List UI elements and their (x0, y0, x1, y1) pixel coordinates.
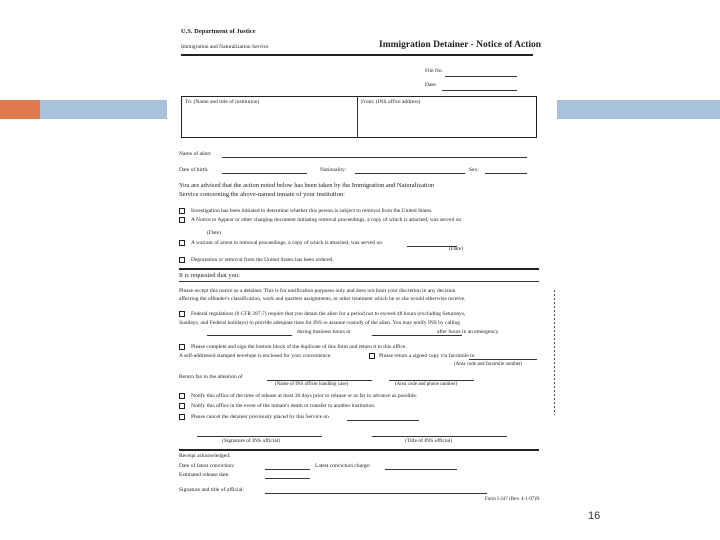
check-4-text: Deportation or removal from the United States has been ordered. (191, 257, 334, 263)
request-text-2: affecting the offender's classification, work and quarters assignments, or other treatment which he or she would otherwise receive. (179, 296, 466, 302)
section-rule (179, 268, 539, 270)
dob-label: Date of birth: (179, 167, 209, 173)
federal-reg-3: during business hours or (297, 329, 351, 335)
sex-line (485, 173, 527, 174)
est-release-label: Estimated release date: (179, 472, 230, 478)
accent-bar-blue-right (557, 100, 720, 119)
checkbox-notify-death[interactable] (179, 403, 185, 409)
federal-reg-2: Sundays, and Federal holidays) to provide adequate time for INS to assume custody of the alien. You may notify INS by calling (179, 320, 461, 326)
checkbox-removal-ordered[interactable] (179, 257, 185, 263)
copy-text-2: A self-addressed stamped envelope is enclosed for your convenience. (179, 353, 332, 359)
date-label: Date: (425, 82, 437, 88)
return-caption-1: (Name of INS officer handling case) (275, 382, 349, 387)
scan-edge-marks (554, 290, 555, 415)
detainer-form (167, 0, 557, 525)
to-from-divider (357, 96, 358, 138)
advised-text-2: Service concerning the above-named inmate of your institution: (179, 191, 345, 198)
signature-line (197, 436, 322, 437)
header-rule (181, 54, 533, 56)
fax-line (469, 359, 537, 360)
check-2-date: (Date) (207, 230, 222, 236)
file-no-label: File No. (425, 68, 444, 74)
copy-text-1: Please complete and sign the bottom block of the duplicate of this form and return it to this office. (191, 344, 407, 350)
form-number: Form I-247 (Rev. 4-1-97)N (485, 497, 540, 502)
emergency-phone-line (372, 335, 462, 336)
receipt-rule (179, 449, 539, 451)
return-caption-2: (Area code and phone number) (395, 382, 458, 387)
form-title: Immigration Detainer - Notice of Action (379, 40, 542, 50)
checkbox-investigation[interactable] (179, 208, 185, 214)
request-text-1: Please accept this notice as a detainer. This is for notification purposes only and does not limit your discretion in any decision (179, 288, 456, 294)
name-label: Name of alien: (179, 151, 212, 157)
receipt-label: Receipt acknowledged: (179, 453, 231, 459)
agency-name: U.S. Department of Justice (181, 28, 256, 35)
sex-label: Sex: (469, 167, 479, 173)
to-label: To: (Name and title of institution) (185, 99, 260, 105)
accent-bar-blue-left (40, 100, 167, 119)
check-1-text: Investigation has been initiated to determine whether this person is subject to removal from the United States. (191, 208, 433, 214)
est-release-line (265, 478, 310, 479)
official-signature-line (265, 493, 487, 494)
release-label: Date of latest conviction: (179, 463, 235, 469)
section-sub-rule (179, 281, 539, 282)
conviction-charge-line (385, 469, 457, 470)
checkbox-fax-return[interactable] (369, 353, 375, 359)
signature-caption: (Signature of INS official) (222, 438, 281, 444)
from-label: From: (INS office address) (361, 99, 421, 105)
conviction-date-line (265, 469, 310, 470)
notify-2: Notify this office in the event of the inmate's death or transfer to another institution. (191, 403, 376, 409)
accent-bar-orange (0, 100, 40, 119)
check-2-text: A Notice to Appear or other charging document initiating removal proceedings, a copy of which is attached, was served on (191, 217, 462, 223)
cancel-date-line (347, 420, 419, 421)
latest-label: Latest conviction charge: (315, 463, 371, 469)
checkbox-federal-regulations[interactable] (179, 311, 185, 317)
checkbox-cancel-detainer[interactable] (179, 414, 185, 420)
federal-reg-1: Federal regulations (8 CFR 287.7) require that you detain the alien for a period not to exceed 48 hours (excluding Saturdays, (191, 311, 466, 317)
checkbox-notice-to-appear[interactable] (179, 217, 185, 223)
agency-subname: Immigration and Naturalization Service (181, 44, 269, 50)
notify-3: Please cancel the detainer previously placed by this Service on (191, 414, 329, 420)
checkbox-return-copy[interactable] (179, 344, 185, 350)
title-line (372, 436, 507, 437)
federal-reg-4: after hours in an emergency. (437, 329, 500, 335)
date-line (442, 90, 517, 91)
dob-line (222, 173, 307, 174)
title-caption: (Title of INS official) (405, 438, 453, 444)
nationality-line (355, 173, 465, 174)
advised-text-1: You are advised that the action noted below has been taken by the Immigration and Naturalization (179, 182, 435, 189)
return-name-line (267, 380, 372, 381)
copy-text-3: Please return a signed copy via facsimile to (379, 353, 475, 359)
check-3-date: (Date) (449, 246, 464, 252)
nationality-label: Nationality: (320, 167, 347, 173)
notify-1: Notify this office of the time of release at least 30 days prior to release or as far in advance as possible. (191, 393, 418, 399)
checkbox-warrant[interactable] (179, 240, 185, 246)
fax-caption: (Area code and facsimile number) (454, 362, 523, 367)
file-no-line (445, 76, 517, 77)
section-label: It is requested that you: (179, 272, 241, 279)
business-phone-line (207, 335, 292, 336)
return-phone-line (389, 380, 474, 381)
page-number: 16 (588, 510, 601, 522)
check-3-text: A warrant of arrest in removal proceedings, a copy of which is attached, was served on (191, 240, 383, 246)
return-label: Return fax to the attention of (179, 374, 243, 380)
name-line (222, 157, 527, 158)
checkbox-notify-release[interactable] (179, 393, 185, 399)
signature-label: Signature and title of official: (179, 487, 244, 493)
